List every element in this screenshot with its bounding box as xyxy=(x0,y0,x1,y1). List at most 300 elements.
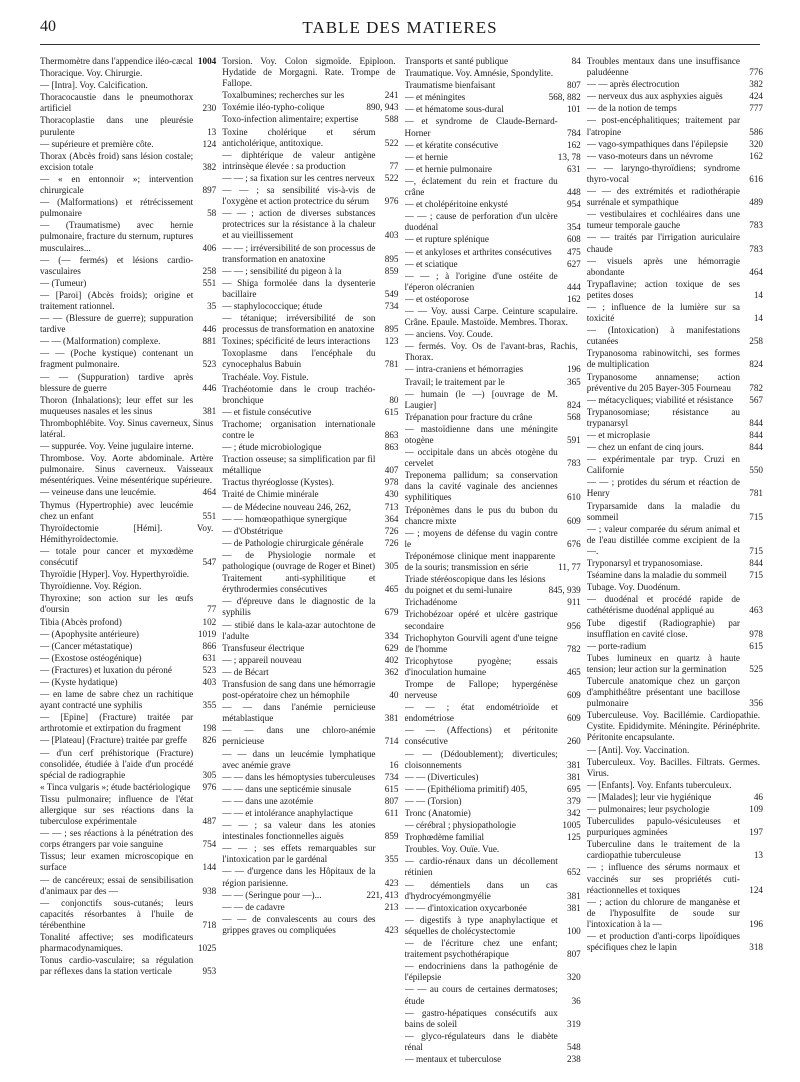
index-entry xyxy=(40,569,216,580)
index-entry-text: — anciens. Voy. Coude. xyxy=(404,329,493,340)
index-entry xyxy=(587,745,763,756)
index-entry-page: 430 xyxy=(384,489,399,500)
index-column-4 xyxy=(587,56,763,1068)
index-entry xyxy=(222,208,398,241)
index-entry xyxy=(587,897,763,930)
index-entry-text: Tryparsamide dans la maladie du sommeil xyxy=(586,500,740,522)
index-entry-page: 844 xyxy=(749,558,763,569)
index-entry-text: — — dans une chloro-anémie pernicieuse xyxy=(222,725,376,747)
index-entry-page: 423 xyxy=(384,924,399,935)
index-entry xyxy=(405,574,581,596)
index-entry-text: Torsion. Voy. Colon sigmoïde. Epiploon. Hydatide de Morgagni. Rate. Trompe de Fallope. xyxy=(222,56,396,89)
index-entry-text: Toxémie iléo-typho-colique xyxy=(222,102,325,113)
index-entry xyxy=(587,477,763,499)
index-entry-page: 616 xyxy=(749,173,763,184)
index-entry-page: 487 xyxy=(202,816,217,827)
index-entry-page: 355 xyxy=(384,854,399,865)
index-entry xyxy=(587,407,763,429)
index-entry-text: Tubes lumineux en quartz à haute tension; leur action sur la germination xyxy=(586,652,740,674)
index-entry xyxy=(40,278,216,289)
index-entry xyxy=(40,712,216,734)
index-entry xyxy=(405,609,581,631)
index-entry xyxy=(40,665,216,676)
index-entry-text: Trophœdème familial xyxy=(404,832,485,843)
index-entry-text: — — laryngo-thyroïdiens; syndrome thyro-vocal xyxy=(586,162,740,184)
index-entry xyxy=(405,915,581,937)
index-entry-page: 863 xyxy=(384,430,399,440)
index-entry-page: 863 xyxy=(384,442,399,453)
index-entry-page: 403 xyxy=(384,230,399,241)
index-entry-page: 402 xyxy=(384,654,399,665)
index-entry-text: Tractus thyréoglosse (Kystes). xyxy=(222,477,334,488)
index-entry xyxy=(40,453,216,486)
index-entry xyxy=(405,116,581,138)
index-entry xyxy=(405,92,581,103)
index-entry-page: 551 xyxy=(202,510,217,521)
index-entry-page: 547 xyxy=(202,557,217,568)
index-entry-text: — — (Epithélioma primitif) 405, xyxy=(404,783,528,794)
index-entry-text: — vestibulaires et cochléaires dans une tumeur temporale gauche xyxy=(586,209,740,231)
index-entry xyxy=(587,279,763,301)
index-entry-page: 381 xyxy=(566,771,581,782)
index-entry-text: — et hématome sous-dural xyxy=(404,104,504,115)
index-entry-text: — et sciatique xyxy=(404,258,458,269)
index-entry xyxy=(40,487,216,498)
index-entry xyxy=(587,302,763,324)
index-entry-text: Tricophytose pyogène; essais d'inoculation humaine xyxy=(404,655,558,677)
index-entry xyxy=(587,256,763,278)
index-entry-text: — — après électrocution xyxy=(586,79,680,90)
index-entry-text: Tuberculides papulo-vésiculeuses et purpuriques agminées xyxy=(586,816,740,838)
index-entry xyxy=(405,211,581,233)
index-entry-page: 911 xyxy=(567,597,581,608)
index-entry-page: 783 xyxy=(749,220,763,231)
index-entry xyxy=(405,389,581,411)
index-entry-text: — et kératite consécutive xyxy=(404,139,499,150)
index-entry xyxy=(40,782,216,793)
index-entry-text: — et syndrome de Claude-Bernard-Horner xyxy=(404,116,558,138)
index-entry-text: — — et intolérance anaphylactique xyxy=(222,808,353,818)
index-entry-page: 35 xyxy=(207,300,217,311)
index-entry-text: — (Intoxication) à manifestations cutanées xyxy=(586,325,740,347)
index-entry-text: — d'Obstétrique xyxy=(222,525,283,536)
index-entry xyxy=(40,418,216,440)
index-entry-text: Trachéotomie dans le croup trachéo-bronchique xyxy=(222,383,376,405)
index-entry-page: 715 xyxy=(749,545,763,556)
index-entry-text: — et fistule consécutive xyxy=(222,406,312,417)
index-entry-page: 783 xyxy=(749,243,763,254)
index-entry-page: 102 xyxy=(202,616,217,627)
index-entry-page: 679 xyxy=(384,607,399,618)
index-entry-page: 976 xyxy=(202,781,217,792)
index-entry xyxy=(40,336,216,347)
index-entry xyxy=(587,524,763,557)
index-entry xyxy=(40,313,216,335)
index-entry-page: 586 xyxy=(749,126,763,137)
index-entry xyxy=(222,550,398,572)
index-entry-page: 77 xyxy=(389,160,399,171)
index-entry-page: 241 xyxy=(384,90,399,101)
index-entry-page: 381 xyxy=(384,713,399,724)
index-entry xyxy=(222,808,398,819)
index-entry-text: Tréponémose clinique ment inapparente de la souris; transmission en série xyxy=(404,550,556,573)
index-entry-text: Toxoplasme dans l'encéphale du cynocephalus Babuin xyxy=(222,348,376,370)
index-entry xyxy=(405,377,581,388)
index-entry xyxy=(222,185,398,207)
index-entry-text: — — dans un leucémie lymphatique avec anémie grave xyxy=(222,748,376,770)
index-entry-text: Traitement anti-syphilitique et érythrodermies consécutives xyxy=(222,573,376,595)
index-entry-page: 198 xyxy=(202,723,217,734)
index-entry-text: — glyco-régulateurs dans le diabète rénal xyxy=(404,1030,558,1052)
index-entry-text: — conjonctifs sous-cutanés; leurs capacités résorbantes à l'huile de térébenthine xyxy=(40,897,194,930)
index-entry xyxy=(40,395,216,417)
index-entry-page: 463 xyxy=(749,605,763,616)
index-entry xyxy=(222,384,398,406)
index-entry-text: — démentiels dans un cas d'hydrocyémongmyélie xyxy=(404,879,558,901)
index-entry-page: 549 xyxy=(384,288,399,299)
index-entry-text: — — de convalescents au cours des grippes graves ou compliquées xyxy=(222,913,376,935)
index-entry-text: — vaso-moteurs dans un névrome xyxy=(586,150,713,161)
index-entry xyxy=(587,348,763,370)
index-entry-text: — fermés. Voy. Os de l'avant-bras, Rachis, Thorax. xyxy=(404,341,578,363)
index-entry-text: Traité de Chimie minérale xyxy=(222,489,319,500)
index-entry xyxy=(405,341,581,363)
index-entry-text: Tissu pulmonaire; influence de l'état allergique sur ses réactions dans la tuberculose expérimentale xyxy=(40,793,194,827)
index-entry-text: — (Malformations) et rétrécissement pulmonaire xyxy=(40,197,194,219)
index-entry-text: Triade stéréoscopique dans les lésions du poignet et du semi-lunaire xyxy=(404,574,546,596)
index-entry-page: 1005 xyxy=(562,820,581,831)
index-entry-text: — stibié dans le kala-azar autochtone de l'adulte xyxy=(222,619,376,641)
index-entry-text: Thrombophlébite. Voy. Sinus caverneux, Sinus latéral. xyxy=(40,417,214,439)
index-entry-text: Thorax (Abcès froid) sans lésion costale; excision totale xyxy=(40,150,194,172)
index-entry xyxy=(405,306,581,328)
index-entry-text: — métacycliques; viabilité et résistance xyxy=(586,394,734,405)
index-entry xyxy=(40,500,216,522)
index-entry xyxy=(405,505,581,527)
index-entry-text: Tuberculine dans le traitement de la cardiopathie tuberculeuse xyxy=(586,839,740,861)
index-entry-page: 615 xyxy=(384,783,399,794)
index-entry-text: — mastoïdienne dans une méningite otogène xyxy=(404,423,558,445)
index-entry xyxy=(587,641,763,652)
index-entry xyxy=(40,581,216,592)
index-entry-page: 714 xyxy=(384,736,399,747)
index-entry-text: — [Anti]. Voy. Vaccination. xyxy=(586,744,690,755)
index-entry-page: 826 xyxy=(202,735,217,746)
index-entry-page: 230 xyxy=(202,103,217,114)
index-entry xyxy=(222,419,398,441)
index-entry xyxy=(587,151,763,162)
index-entry xyxy=(40,955,216,977)
index-entry-text: — — ; sa fixation sur les centres nerveux xyxy=(222,172,375,183)
index-entry-page: 14 xyxy=(753,313,763,324)
index-entry-page: 305 xyxy=(384,561,399,572)
index-entry xyxy=(40,617,216,628)
index-entry-page: 381 xyxy=(566,890,581,901)
index-entry xyxy=(40,255,216,277)
index-entry xyxy=(222,749,398,771)
index-entry-page: 609 xyxy=(566,690,581,701)
index-entry xyxy=(405,176,581,198)
index-entry-text: Trypanosoma rabinowitchi, ses formes de multiplication xyxy=(586,348,740,370)
index-entry xyxy=(40,735,216,746)
index-entry-text: — — dans une septicémie sinusale xyxy=(222,783,352,794)
index-entry-page: 356 xyxy=(749,698,763,709)
index-entry-page: 444 xyxy=(566,281,581,292)
index-entry xyxy=(222,301,398,312)
index-entry-text: Trépanation pour fracture du crâne xyxy=(404,411,533,422)
index-entry-page: 379 xyxy=(566,795,581,806)
index-entry xyxy=(222,514,398,525)
index-entry-page: 978 xyxy=(749,628,763,639)
index-entry-text: — — (Suppuration) tardive après blessure de guerre xyxy=(40,371,194,393)
index-entry xyxy=(40,851,216,873)
index-entry-page: 58 xyxy=(207,208,217,219)
index-entry xyxy=(40,689,216,711)
index-entry-text: — — d'urgence dans les Hôpitaux de la région parisienne. xyxy=(222,866,376,888)
index-entry-text: — — de cadavre xyxy=(222,901,285,912)
index-entry-text: Tréponèmes dans le pus du bubon du chancre mixte xyxy=(404,504,558,526)
index-entry-text: — (Traumatisme) avec hernie pulmonaire, fracture du sternum, ruptures musculaires... xyxy=(40,220,194,253)
index-entry-page: 551 xyxy=(202,277,217,288)
index-entry-text: Traction osseuse; sa simplification par fil métallique xyxy=(222,454,376,476)
index-entry-page: 407 xyxy=(384,465,399,476)
index-entry-page: 615 xyxy=(749,640,763,651)
index-entry xyxy=(587,232,763,254)
index-entry-page: 334 xyxy=(384,630,399,641)
index-entry xyxy=(222,56,398,89)
page-number: 40 xyxy=(40,18,56,35)
index-entry-text: Tséamine dans la maladie du sommeil xyxy=(586,570,727,581)
index-entry xyxy=(405,679,581,701)
index-entry-text: — supérieure et première côte. xyxy=(40,138,154,149)
index-entry-text: — — ; irréversibilité de son processus de transformation en anatoxine xyxy=(222,242,376,264)
index-entry-text: — porte-radium xyxy=(586,640,647,651)
index-entry-text: — — Voy. aussi Carpe. Ceinture scapulaire. Crâne. Epaule. Mastoïde. Membres. Thorax. xyxy=(404,305,578,328)
index-entry-text: — de cancéreux; essai de sensibilisation d'animaux par des — xyxy=(40,874,194,896)
index-entry-text: — d'un cerf préhistorique (Fracture) consolidée, étudiée à l'aide d'un procédé spécial de radiographie xyxy=(40,747,194,780)
index-entry-page: 734 xyxy=(384,300,399,311)
index-entry-text: — — ; ses réactions à la pénétration des corps étrangers par voie sanguine xyxy=(40,828,194,850)
index-entry-page: 162 xyxy=(566,139,581,150)
index-entry xyxy=(222,502,398,513)
index-entry-page: 1025 xyxy=(197,943,217,954)
index-entry-text: — et hernie xyxy=(404,151,448,162)
index-entry xyxy=(40,546,216,568)
index-entry-page: 844 xyxy=(749,442,763,453)
index-entry-page: 726 xyxy=(384,525,399,536)
index-entry-page: 523 xyxy=(202,664,217,675)
index-entry-text: — expérimentale par tryp. Cruzi en Californie xyxy=(586,454,740,476)
index-entry xyxy=(587,501,763,523)
index-entry-page: 124 xyxy=(202,138,217,149)
index-entry xyxy=(40,875,216,897)
index-entry-page: 784 xyxy=(566,127,581,138)
index-entry-text: Trypanosome annamense; action préventive du 205 Bayer-305 Fourneau xyxy=(586,371,740,393)
index-entry xyxy=(405,364,581,375)
index-entry xyxy=(40,828,216,850)
index-entry-page: 319 xyxy=(566,1018,581,1029)
index-entry-text: Tonus cardio-vasculaire; sa régulation par réflexes dans la station verticale xyxy=(40,955,194,977)
index-entry-page: 475 xyxy=(566,246,581,257)
index-entry-page: 124 xyxy=(749,884,763,895)
index-entry-page: 523 xyxy=(202,359,217,370)
index-entry xyxy=(40,677,216,688)
index-entry xyxy=(405,247,581,258)
index-entry-text: — [Paroi] (Abcès froids); origine et traitement rationnel. xyxy=(40,289,194,311)
index-entry-page: 382 xyxy=(749,79,763,90)
index-entry-text: — — ; ses effets remarquables sur l'intoxication par le gardénal xyxy=(222,843,376,865)
index-entry-text: — tétanique; irréversibilité de son processus de transformation en anatoxine xyxy=(222,313,376,335)
index-entry-text: — intra-craniens et hémorragies xyxy=(404,364,524,375)
index-entry-page: 844 xyxy=(749,417,763,428)
index-entry xyxy=(222,90,398,101)
index-entry xyxy=(405,68,581,79)
index-entry xyxy=(587,186,763,208)
index-entry-page: 890, 943 xyxy=(366,102,399,113)
index-entry-page: 608 xyxy=(566,234,581,245)
index-entry-page: 776 xyxy=(749,67,763,78)
index-entry xyxy=(222,914,398,936)
index-entry-text: — — ; action de diverses substances protectrices sur la résistance à la chaleur et au vieillissement xyxy=(222,208,376,241)
index-entry xyxy=(40,151,216,173)
index-entry xyxy=(222,702,398,724)
index-entry-text: Thoron (Inhalations); leur effet sur les muqueuses nasales et les sinus xyxy=(40,394,194,416)
index-entry-text: — (Exostose ostéogénique) xyxy=(40,652,142,663)
index-entry-page: 381 xyxy=(566,902,581,913)
index-entry-text: — endocriniens dans la pathogénie de l'épilepsie xyxy=(404,961,558,983)
index-entry xyxy=(587,163,763,185)
index-entry-page: 36 xyxy=(571,995,581,1006)
index-entry xyxy=(405,104,581,115)
index-entry xyxy=(587,442,763,453)
index-entry xyxy=(222,173,398,184)
index-entry-text: Trichobézoar opéré et ulcère gastrique secondaire xyxy=(404,609,558,631)
index-entry xyxy=(405,784,581,795)
index-entry xyxy=(222,150,398,172)
index-entry-text: Tonalité affective; ses modificateurs pharmacodynamiques. xyxy=(40,932,194,954)
index-entry-text: — de Médecine nouveau 246, 262, xyxy=(222,501,352,512)
index-entry-text: — ; étude microbiologique xyxy=(222,442,322,453)
index-entry xyxy=(405,259,581,270)
index-entry-page: 11, 77 xyxy=(558,562,581,573)
index-entry-text: Thoracoplastie dans une pleurésie purulente xyxy=(40,115,194,137)
index-entry-page: 80 xyxy=(389,394,399,405)
running-title: TABLE DES MATIERES xyxy=(302,18,498,37)
index-entry-text: — — au cours de certaines dermatoses; étude xyxy=(404,984,558,1006)
index-entry-page: 611 xyxy=(385,808,399,818)
index-entry-page: 46 xyxy=(753,791,763,802)
index-entry xyxy=(222,655,398,666)
index-entry xyxy=(405,152,581,163)
index-entry-page: 807 xyxy=(384,795,399,806)
index-entry-text: — totale pour cancer et myxœdème consécutif xyxy=(40,545,194,568)
index-entry xyxy=(222,784,398,795)
index-entry-text: Thoracocaustie dans le pneumothorax artificiel xyxy=(40,92,194,114)
index-entry-text: — staphylococcique; étude xyxy=(222,300,323,311)
index-entry xyxy=(405,633,581,655)
index-entry-text: Transports et santé publique xyxy=(404,56,509,66)
index-entry xyxy=(587,582,763,593)
index-entry xyxy=(222,102,398,113)
index-entry xyxy=(222,278,398,300)
index-entry xyxy=(405,470,581,503)
index-entry-page: 610 xyxy=(566,492,581,503)
index-entry-page: 464 xyxy=(202,487,217,498)
index-entry-page: 403 xyxy=(202,676,217,687)
index-entry-text: Tissus; leur examen microscopique en surface xyxy=(40,851,194,873)
index-entry-text: Thymus (Hypertrophie) avec leucémie chez un enfant xyxy=(40,499,194,521)
index-entry xyxy=(405,749,581,771)
index-entry-page: 715 xyxy=(749,570,763,581)
index-entry xyxy=(405,447,581,469)
index-entry xyxy=(222,643,398,654)
index-entry-text: — digestifs à type anaphylactique et séquelles de cholécystectomie xyxy=(404,914,558,936)
index-entry-page: 100 xyxy=(566,925,581,936)
index-entry-text: — [Enfants]. Voy. Enfants tuberculeux. xyxy=(586,779,732,790)
index-entry-page: 446 xyxy=(202,382,217,393)
index-entry-text: — et méningites xyxy=(404,92,466,103)
index-entry xyxy=(587,839,763,861)
index-entry-page: 615 xyxy=(384,406,399,417)
index-entry-text: — — ; sa valeur dans les atonies intestinales fonctionnelles aiguës xyxy=(222,820,376,842)
index-entry xyxy=(405,772,581,783)
index-entry-page: 381 xyxy=(202,405,217,416)
index-entry-text: — humain (le —) [ouvrage de M. Laugier] xyxy=(404,388,558,410)
index-entry-page: 715 xyxy=(749,511,763,522)
index-entry-text: Thermomètre dans l'appendice iléo-cæcal xyxy=(40,56,193,66)
index-entry-text: Trichophyton Gourvili agent d'une teigne de l'homme xyxy=(404,632,558,654)
index-entry-text: Toxines; spécificité de leurs interactions xyxy=(222,336,371,347)
index-entry-text: Trompe de Fallope; hypergénèse nerveuse xyxy=(404,678,558,701)
index-entry-text: — de Pathologie chirurgicale générale xyxy=(222,537,364,548)
index-entry xyxy=(40,372,216,394)
index-entry xyxy=(587,325,763,347)
index-entry-text: Tube digestif (Radiographie) par insufflation en cavité close. xyxy=(586,617,740,639)
index-entry xyxy=(587,676,763,709)
index-entry-page: 354 xyxy=(566,222,581,233)
index-entry-page: 382 xyxy=(202,161,217,172)
header-rule xyxy=(40,44,760,45)
index-entry-text: — (Cancer métastatique) xyxy=(40,640,133,651)
index-entry-text: — en lame de sabre chez un rachitique ayant contracté une syphilis xyxy=(40,689,194,711)
index-entry-page: 956 xyxy=(566,620,581,631)
index-entry xyxy=(405,856,581,878)
index-entry xyxy=(587,594,763,616)
index-entry-text: — — ; à l'origine d'une ostéite de l'éperon olécranien xyxy=(404,270,558,292)
index-entry-page: 221, 413 xyxy=(366,889,399,900)
index-entry-page: 342 xyxy=(566,808,581,818)
index-entry xyxy=(222,620,398,642)
index-entry xyxy=(405,329,581,340)
index-entry-text: Toxo-infection alimentaire; expertise xyxy=(222,114,359,125)
index-entry-text: — — (Poche kystique) contenant un fragment pulmonaire. xyxy=(40,348,194,370)
index-entry-text: Transfuseur électrique xyxy=(222,642,305,653)
index-entry-text: — et rupture splénique xyxy=(404,234,489,245)
index-entry xyxy=(40,80,216,91)
index-entry-text: — [Plateau] (Fracture) traitée par greffe xyxy=(40,735,188,746)
index-entry-page: 895 xyxy=(384,253,399,264)
index-entry-text: — — ; cause de perforation d'un ulcère duodénal xyxy=(404,211,558,233)
index-entry-text: Tronc (Anatomie) xyxy=(404,808,471,818)
index-entry-text: Trichadénome xyxy=(404,597,458,608)
index-entry-text: — chez un enfant de cinq jours. xyxy=(586,442,704,453)
index-entry-text: Trypaflavine; action toxique de ses petites doses xyxy=(586,278,740,300)
index-entry xyxy=(587,372,763,394)
index-entry-page: 13 xyxy=(207,126,217,137)
index-entry-page: 567 xyxy=(749,394,763,405)
index-entry-text: Traumatique. Voy. Amnésie, Spondylite. xyxy=(404,68,554,79)
index-entry xyxy=(587,780,763,791)
